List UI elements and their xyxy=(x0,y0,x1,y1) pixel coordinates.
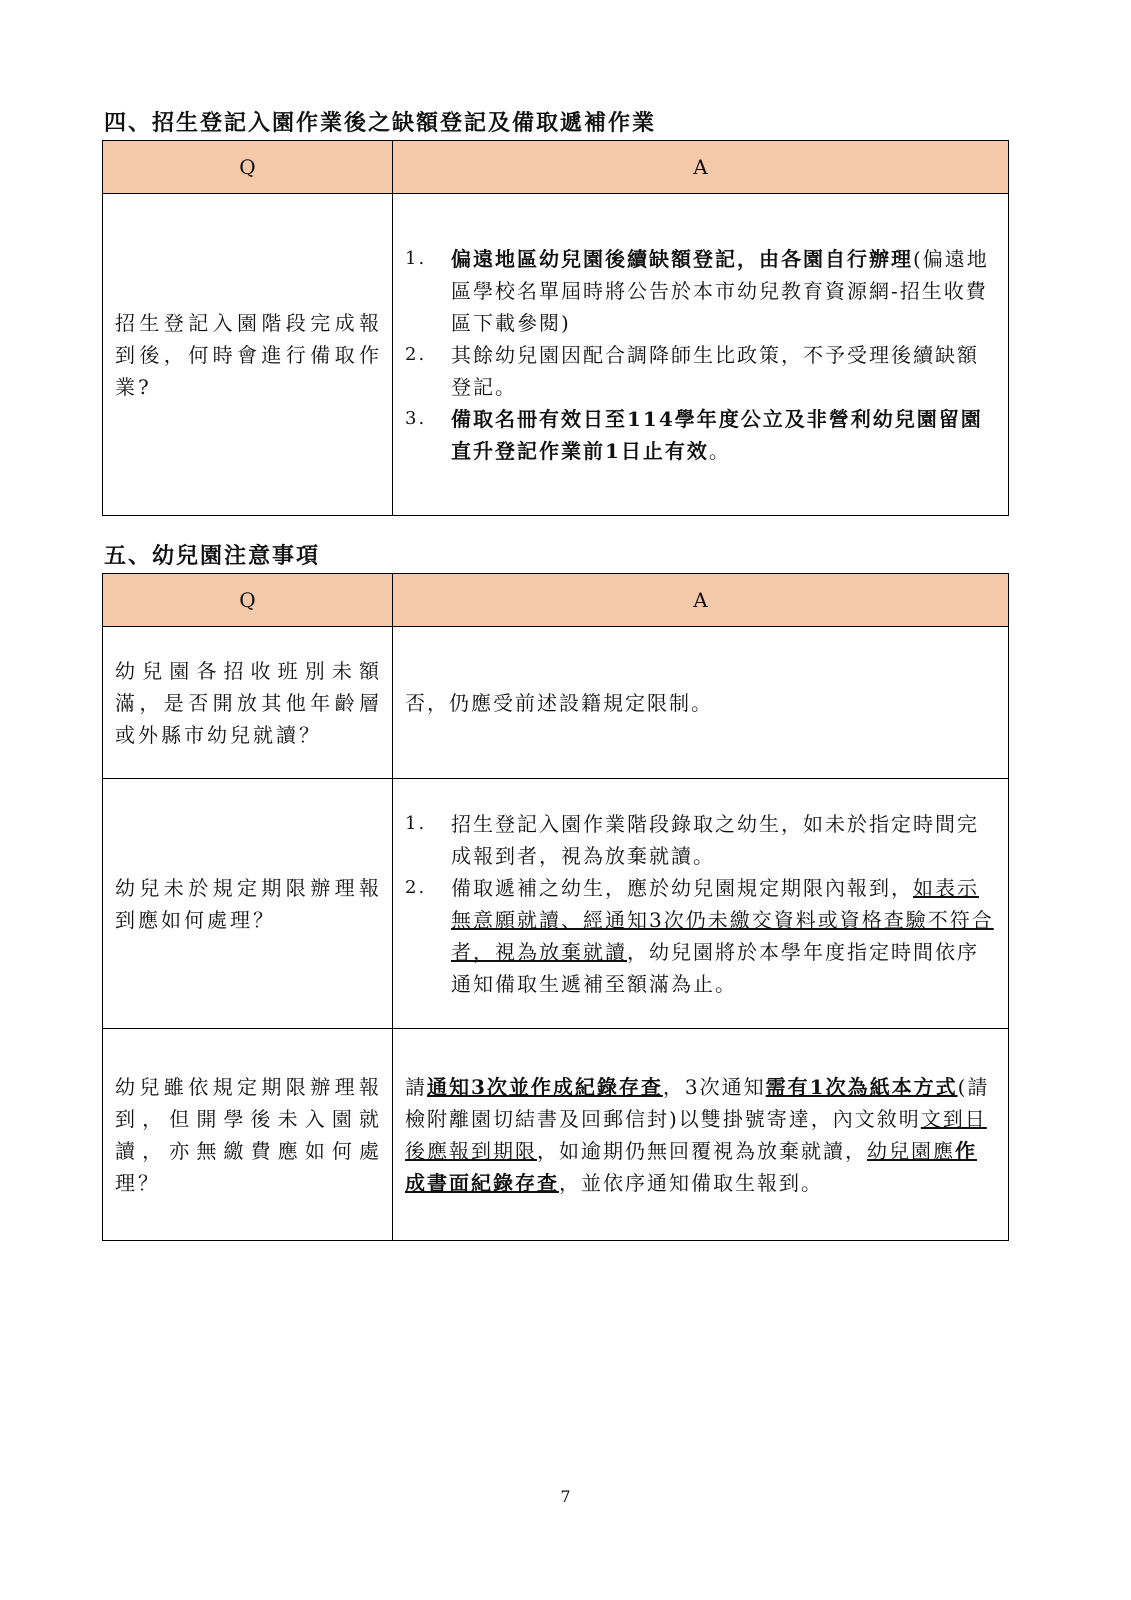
section-5-table xyxy=(102,573,1009,1241)
answer-emphasis-text: 作成書面紀錄存查 xyxy=(405,1138,977,1195)
question-cell xyxy=(103,194,393,516)
answer-text: (請檢附離園切結書及回郵信封)以雙掛號寄達，內文敘明 xyxy=(405,1074,990,1131)
header-q: Q xyxy=(103,141,393,194)
answer-bold-text: 備取名冊有效日至114學年度公立及非營利幼兒園留園直升登記作業前1日止有效 xyxy=(451,406,983,463)
list-item xyxy=(405,243,998,339)
header-a: A xyxy=(393,141,1009,194)
answer-text: ，3次通知 xyxy=(662,1074,766,1099)
answer-text: 備取遞補之幼生，應於幼兒園規定期限內報到， xyxy=(451,875,913,900)
question-text: 幼兒園各招收班別未額滿，是否開放其他年齡層或外縣市幼兒就讀？ xyxy=(115,658,382,747)
list-number: 1. xyxy=(405,812,427,834)
question-text: 招生登記入園階段完成報到後，何時會進行備取作業? xyxy=(115,310,382,399)
table-row xyxy=(103,1029,1009,1241)
answer-emphasis-text: 需有1次為紙本方式 xyxy=(765,1074,958,1099)
answer-text: 請 xyxy=(405,1074,427,1099)
answer-bold-text: 偏遠地區幼兒園後續缺額登記，由各園自行辦理 xyxy=(451,246,913,271)
answer-text: ，並依序通知備取生報到。 xyxy=(559,1170,823,1195)
table-row xyxy=(103,779,1009,1029)
table-row xyxy=(103,194,1009,516)
answer-emphasis-text: 通知3次並作成紀錄存查 xyxy=(427,1074,663,1099)
answer-cell xyxy=(393,779,1009,1029)
section-5-title: 五、幼兒園注意事項 xyxy=(104,543,321,569)
list-number: 3. xyxy=(405,407,427,429)
question-cell xyxy=(103,627,393,779)
answer-text: 招生登記入園作業階段錄取之幼生，如未於指定時間完成報到者，視為放棄就讀。 xyxy=(451,811,979,868)
answer-list xyxy=(405,808,998,1000)
answer-cell xyxy=(393,194,1009,516)
answer-text: 。 xyxy=(708,438,731,463)
question-cell xyxy=(103,1029,393,1241)
answer-text: (偏遠地區學校名單屆時將公告於本市幼兒教育資源網-招生收費區下載參閱) xyxy=(451,246,989,335)
list-number: 2. xyxy=(405,876,427,898)
answer-text: ，如逾期仍無回覆視為放棄就讀， xyxy=(537,1138,867,1163)
header-a: A xyxy=(393,574,1009,627)
table-row xyxy=(103,627,1009,779)
question-text: 幼兒雖依規定期限辦理報到，但開學後未入園就讀，亦無繳費應如何處理？ xyxy=(115,1074,382,1195)
list-item xyxy=(405,808,998,872)
section-4-title: 四、招生登記入園作業後之缺額登記及備取遞補作業 xyxy=(104,110,657,136)
list-item xyxy=(405,403,998,467)
table-header-row xyxy=(103,141,1009,194)
answer-underlined-text: 幼兒園應 xyxy=(867,1138,955,1163)
table-header-row xyxy=(103,574,1009,627)
list-number: 1. xyxy=(405,247,427,269)
list-item xyxy=(405,339,998,403)
answer-underlined-text: 如表示無意願就讀、經通知3次仍未繳交資料或資格查驗不符合者，視為放棄就讀 xyxy=(451,875,994,964)
answer-list xyxy=(405,243,998,467)
header-q: Q xyxy=(103,574,393,627)
section-4-table xyxy=(102,140,1009,516)
page-number: 7 xyxy=(560,1487,571,1506)
list-item xyxy=(405,872,998,1000)
answer-underlined-text: 文到日後應報到期限 xyxy=(405,1106,987,1163)
answer-text: 否，仍應受前述設籍規定限制。 xyxy=(405,690,713,715)
question-cell xyxy=(103,779,393,1029)
list-number: 2. xyxy=(405,343,427,365)
answer-cell xyxy=(393,627,1009,779)
answer-text: ，幼兒園將於本學年度指定時間依序通知備取生遞補至額滿為止。 xyxy=(451,939,979,996)
answer-text: 其餘幼兒園因配合調降師生比政策，不予受理後續缺額登記。 xyxy=(451,342,979,399)
question-text: 幼兒未於規定期限辦理報到應如何處理？ xyxy=(115,875,382,932)
answer-cell xyxy=(393,1029,1009,1241)
